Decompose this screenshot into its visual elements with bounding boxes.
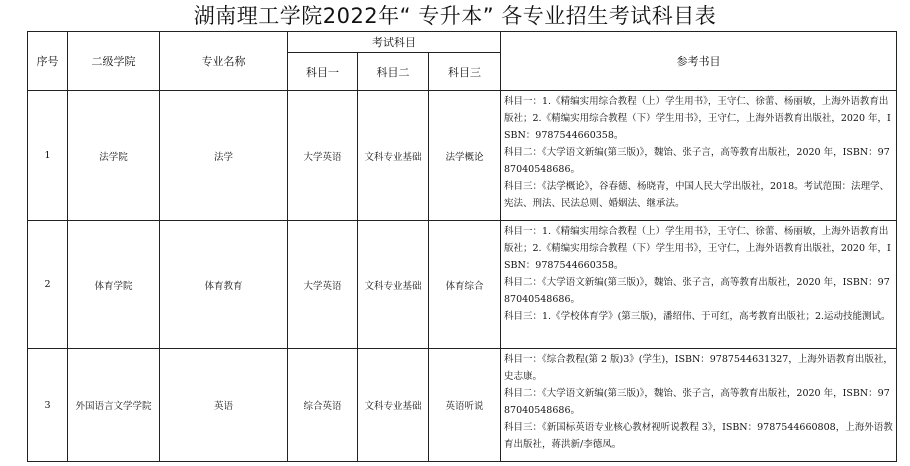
cell-subject-3: 法学概论	[429, 91, 501, 221]
reference-line: 科目一：1.《精编实用综合教程（上）学生用书》，王守仁、徐蕾、杨丽敏，上海外语教育出版社；2.《精编实用综合教程（下）学生用书》，王守仁，上海外语教育出版社，2020 年，ISBN：9787544660358。	[504, 96, 891, 141]
header-seq: 序号	[28, 32, 68, 91]
cell-subject-3: 英语听说	[429, 349, 501, 462]
reference-line: 科目二：《大学语文新编(第三版)》，魏饴、张子言，高等教育出版社，2020 年，ISBN：9787040548686。	[504, 277, 890, 305]
cell-references	[501, 91, 897, 221]
reference-line: 科目三：1.《学校体育学》(第三版)，潘绍伟、于可红，高考教育出版社；2.运动技能测试。	[504, 311, 891, 322]
cell-subject-1: 大学英语	[288, 91, 358, 221]
cell-subject-1: 大学英语	[288, 221, 358, 349]
header-college: 二级学院	[68, 32, 160, 91]
cell-major: 体育教育	[160, 221, 288, 349]
table-row	[28, 221, 897, 349]
reference-line: 科目二：《大学语文新编(第三版)》，魏饴、张子言，高等教育出版社，2020 年，ISBN：9787040548686。	[504, 147, 890, 175]
cell-college: 体育学院	[68, 221, 160, 349]
cell-seq: 2	[28, 221, 68, 349]
cell-college: 法学院	[68, 91, 160, 221]
cell-subject-2: 文科专业基础	[358, 349, 429, 462]
header-major: 专业名称	[160, 32, 288, 91]
cell-major: 英语	[160, 349, 288, 462]
cell-seq: 3	[28, 349, 68, 462]
header-references: 参考书目	[501, 32, 897, 91]
header-subject-2: 科目二	[358, 53, 429, 91]
cell-subject-2: 文科专业基础	[358, 221, 429, 349]
reference-line: 科目三：《新国标英语专业核心教材视听说教程 3》，ISBN：9787544660808，上海外语教育出版社，蒋洪新/李德凤。	[504, 422, 893, 450]
reference-line: 科目一：《综合教程(第 2 版)3》(学生)，ISBN：9787544631327，上海外语教育出版社，史志康。	[504, 354, 893, 382]
cell-subject-2: 文科专业基础	[358, 91, 429, 221]
reference-line: 科目二：《大学语文新编(第三版)》，魏饴、张子言，高等教育出版社，2020 年，ISBN：9787040548686。	[504, 388, 890, 416]
cell-references	[501, 349, 897, 462]
cell-subject-3: 体育综合	[429, 221, 501, 349]
exam-subject-table	[27, 31, 897, 462]
cell-seq: 1	[28, 91, 68, 221]
table-row	[28, 91, 897, 221]
reference-line: 科目一：1.《精编实用综合教程（上）学生用书》，王守仁、徐蕾、杨丽敏，上海外语教育出版社；2.《精编实用综合教程（下）学生用书》，王守仁，上海外语教育出版社，2020 年，ISBN：9787544660358。	[504, 226, 891, 271]
header-subject-3: 科目三	[429, 53, 501, 91]
cell-references	[501, 221, 897, 349]
table-row	[28, 349, 897, 462]
page-title: 湖南理工学院2022年“ 专升本” 各专业招生考试科目表	[193, 4, 717, 28]
cell-major: 法学	[160, 91, 288, 221]
header-exam-subjects: 考试科目	[288, 32, 501, 53]
cell-college: 外国语言文学学院	[68, 349, 160, 462]
cell-subject-1: 综合英语	[288, 349, 358, 462]
reference-line: 科目三：《法学概论》，谷春德、杨晓青，中国人民大学出版社，2018。考试范围：法理学、宪法、刑法、民法总则、婚姻法、继承法。	[504, 181, 890, 209]
header-subject-1: 科目一	[288, 53, 358, 91]
